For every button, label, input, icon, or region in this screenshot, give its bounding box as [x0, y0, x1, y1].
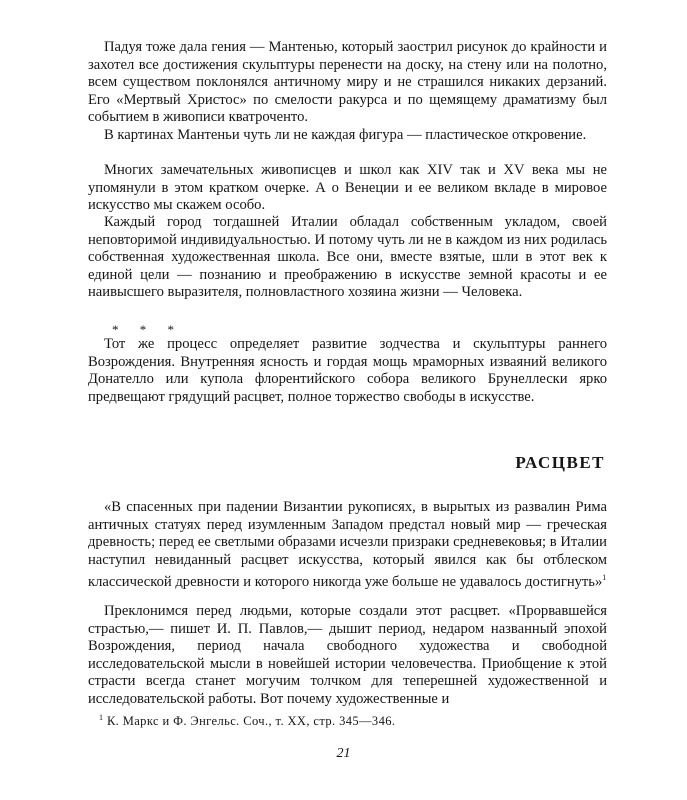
paragraph-architecture: Тот же процесс определяет развитие зодчества и скульптуры раннего Возрождения. Внутренняя ясность и гордая мощь мраморных изваяний великого Донателло или купола флорентийского собора великого Брунеллески ярко предвещают грядущий расцвет, полное торжество свободы в искусстве.: [88, 336, 607, 405]
quote-text: «В спасенных при падении Византии рукописях, в вырытых из развалин Рима античных статуях перед изумленным Западом предстал новый мир — греческая древность; перед ее светлыми образами исчезли призраки средневековья; в Италии наступил невиданный расцвет искусства, который явился как бы отблеском классической древности и которого никогда уже больше не удавалось достигнуть»: [88, 499, 607, 590]
quote-paragraph: [88, 499, 607, 591]
paragraph-mantegna: В картинах Мантеньи чуть ли не каждая фигура — пластическое откровение.: [104, 127, 587, 143]
paragraph-painters: Многих замечательных живописцев и школ как XIV так и XV века мы не упомянули в этом кратком очерке. А о Венеции и ее великом вкладе в мировое искусство мы скажем особо.: [88, 162, 607, 213]
paragraph-pavlov: Преклонимся перед людьми, которые создали этот расцвет. «Прорвавшейся страстью,— пишет И. П. Павлов,— дышит период, недаром названный эпохой Возрождения, период начала свободного художества и свободной исследовательской мысли в новейшей истории человечества. Приобщение к этой страсти всегда станет могучим толчком для теперешней художественной и исследовательской работы. Вот почему художественные и: [88, 603, 607, 707]
section-separator: * * *: [112, 322, 183, 337]
footnote-text: К. Маркс и Ф. Энгельс. Соч., т. XX, стр. 345—346.: [106, 714, 396, 729]
paragraph-cities: Каждый город тогдашней Италии обладал собственным укладом, своей неповторимой индивидуальностью. И потому чуть ли не в каждом из них родилась собственная художественная школа. Все они, вместе взятые, шли в этот век к единой цели — познанию и преображению в искусстве земной красоты и ее наивысшего выразителя, полновластного хозяина жизни — Человека.: [88, 214, 607, 300]
footnote: [99, 713, 395, 729]
page-number: 21: [336, 746, 351, 761]
section-heading: РАСЦВЕТ: [515, 453, 605, 472]
footnote-reference: 1: [602, 573, 607, 582]
footnote-marker: 1: [99, 713, 104, 722]
paragraph-padua: Падуя тоже дала гения — Мантенью, который заострил рисунок до крайности и захотел все достижения скульптуры перенести на доску, на стену или на полотно, всем существом поклонялся античному миру и не страшился никаких дерзаний. Его «Мертвый Христос» по смелости ракурса и по щемящему драматизму был событием в живописи кватроченто.: [88, 39, 607, 125]
